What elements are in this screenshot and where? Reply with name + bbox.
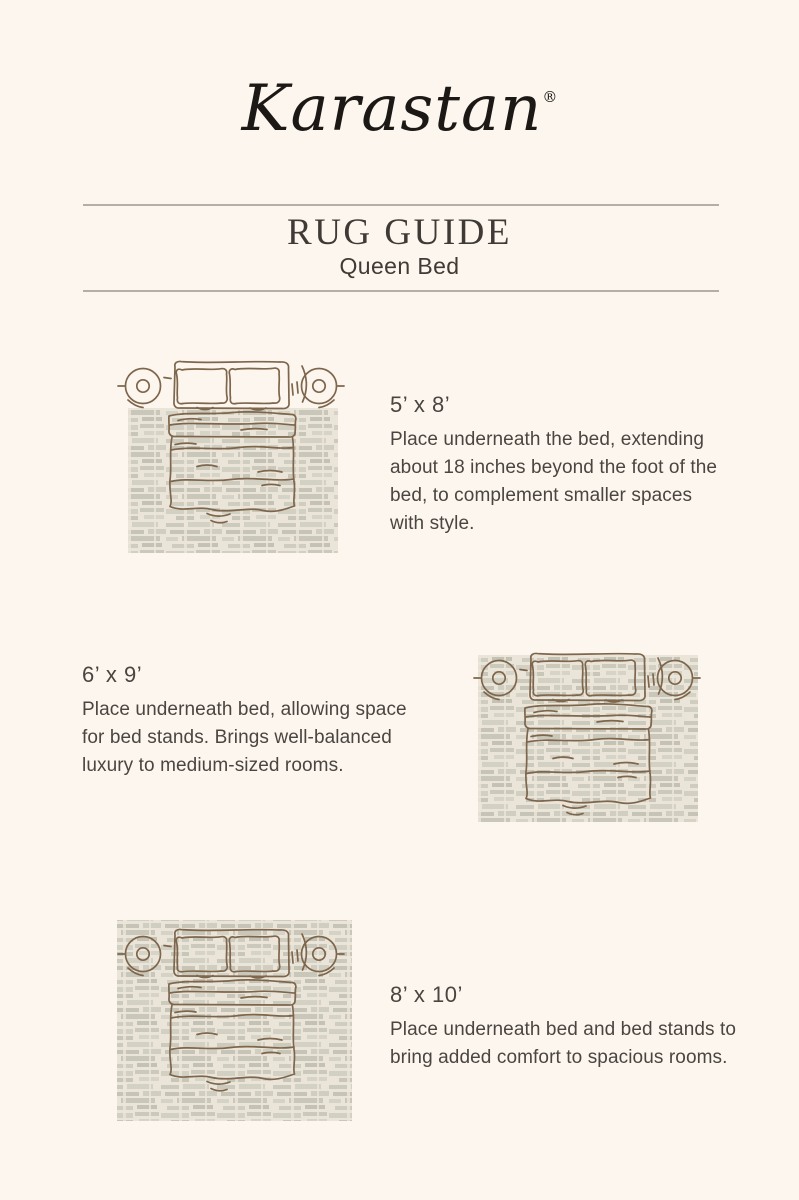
section-8x10-text [390, 982, 742, 1072]
size-label-8x10: 8’ x 10’ [390, 982, 463, 1007]
karastan-logo [0, 72, 799, 146]
illustration-8x10 [105, 915, 375, 1127]
section-6x9-text [82, 662, 416, 780]
illustration-5x8 [110, 353, 370, 573]
registered-mark: ® [542, 88, 558, 106]
page-title: RUG GUIDE [287, 212, 512, 253]
size-description-8x10: Place underneath bed and bed stands to bring added comfort to spacious rooms. [390, 1019, 737, 1068]
divider-bottom [83, 290, 719, 292]
size-description-5x8: Place underneath the bed, extending about 18 inches beyond the foot of the bed, to complement smaller spaces with style. [390, 429, 718, 534]
size-label-6x9: 6’ x 9’ [82, 662, 143, 687]
page-subtitle: Queen Bed [339, 253, 460, 279]
section-5x8-text [390, 392, 728, 538]
size-description-6x9: Place underneath bed, allowing space for bed stands. Brings well-balanced luxury to medium-sized rooms. [82, 699, 407, 776]
size-label-5x8: 5’ x 8’ [390, 392, 451, 417]
divider-top [83, 204, 719, 206]
logo-text: Karastan [241, 72, 543, 146]
illustration-6x9 [460, 635, 720, 835]
